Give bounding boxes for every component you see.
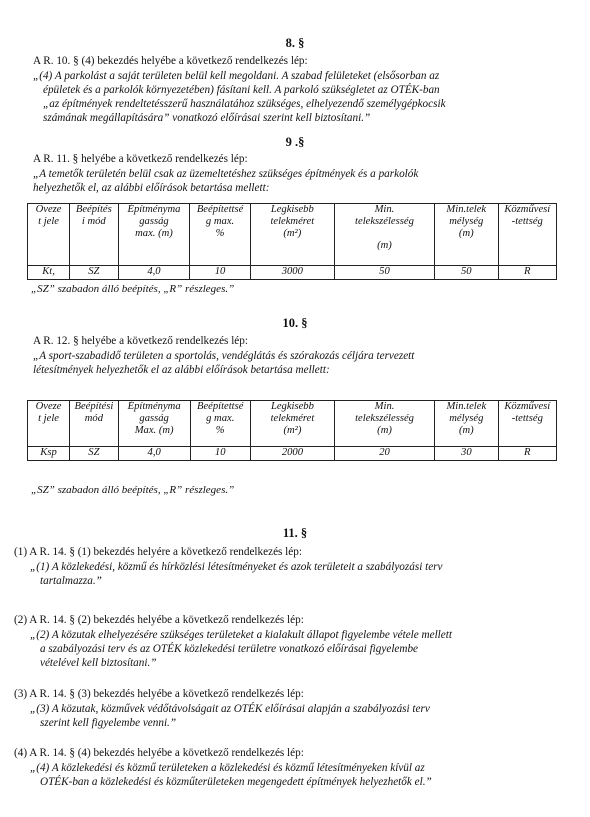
table-cell: R bbox=[498, 447, 556, 461]
quote-line: helyezhetők el, az alábbi előírások betartása mellett: bbox=[33, 182, 270, 194]
table-cell: 50 bbox=[435, 266, 499, 280]
section-9-quote bbox=[33, 167, 553, 195]
quote-line: tartalmazza.” bbox=[40, 575, 102, 587]
table-row bbox=[28, 266, 557, 280]
table-row bbox=[28, 447, 557, 461]
section-9-note: „SZ” szabadon álló beépítés, „R” részleges.” bbox=[31, 283, 235, 295]
table-cell: 4,0 bbox=[118, 266, 190, 280]
col-header: Beépítettsé g max. % bbox=[190, 204, 250, 266]
quote-line: „A temetők területén belül csak az üzemeltetéshez szükséges építmények és a parkolók bbox=[33, 168, 419, 180]
section-8-intro: A R. 10. § (4) bekezdés helyébe a következő rendelkezés lép: bbox=[33, 55, 308, 67]
table-cell: SZ bbox=[70, 447, 119, 461]
quote-line: „(3) A közutak, közművek védőtávolságait az OTÉK előírásai alapján a szabályozási terv bbox=[30, 703, 430, 715]
section-11-item-4-intro: (4) A R. 14. § (4) bekezdés helyébe a következő rendelkezés lép: bbox=[14, 747, 304, 759]
section-11-item-3-quote bbox=[30, 702, 545, 730]
table-cell: 10 bbox=[190, 266, 250, 280]
col-header: Öveze t jele bbox=[28, 204, 70, 266]
section-9-intro: A R. 11. § helyébe a következő rendelkezés lép: bbox=[33, 153, 248, 165]
table-cell: 20 bbox=[335, 447, 435, 461]
col-header: Min. telekszélesség (m) bbox=[334, 204, 434, 266]
table-cell: SZ bbox=[70, 266, 118, 280]
section-10-intro: A R. 12. § helyébe a következő rendelkezés lép: bbox=[33, 335, 248, 347]
quote-line: „(1) A közlekedési, közmű és hírközlési létesítményeket és azok területeit a szabályozási terv bbox=[30, 561, 443, 573]
table-cell: 3000 bbox=[250, 266, 334, 280]
quote-line: „(4) A parkolást a saját területen belül kell megoldani. A szabad felületeket (elsősorban az bbox=[33, 70, 440, 82]
col-header: Közművesí -tettség bbox=[498, 401, 556, 447]
table-cell: 2000 bbox=[250, 447, 334, 461]
section-11-item-2-intro: (2) A R. 14. § (2) bekezdés helyébe a következő rendelkezés lép: bbox=[14, 614, 304, 626]
section-9-table bbox=[27, 203, 557, 280]
section-9-title: 9 .§ bbox=[285, 135, 305, 149]
table-cell: 10 bbox=[190, 447, 250, 461]
quote-line: létesítmények helyezhetők el az alábbi előírások betartása mellett: bbox=[33, 364, 330, 376]
quote-line: „az építmények rendeltetésszerű használatához szükséges, elhelyezendő személygépkocsik bbox=[43, 98, 446, 110]
col-header: Beépítési mód bbox=[70, 401, 119, 447]
section-10-title: 10. § bbox=[282, 316, 308, 330]
quote-line: OTÉK-ban a közlekedési és közműterületeken megengedett építmények helyezhetők el.” bbox=[40, 776, 432, 788]
table-cell: Ksp bbox=[28, 447, 70, 461]
section-11-title: 11. § bbox=[282, 526, 308, 540]
table-cell: 50 bbox=[334, 266, 434, 280]
col-header: Építményma gasság Max. (m) bbox=[118, 401, 190, 447]
quote-line: „(4) A közlekedési és közmű területeken a közlekedési és közmű létesítményeken kívül az bbox=[30, 762, 425, 774]
section-10-table bbox=[27, 400, 557, 461]
section-11-item-3-intro: (3) A R. 14. § (3) bekezdés helyébe a következő rendelkezés lép: bbox=[14, 688, 304, 700]
quote-line: a szabályozási terv és az OTÉK közlekedési területre vonatkozó előírásai figyelembe bbox=[40, 643, 419, 655]
quote-line: épületek és a parkolók környezetében) fásítani kell. A parkoló szükségletet az OTÉK-ban bbox=[43, 84, 440, 96]
section-10-quote bbox=[33, 349, 553, 377]
section-10-note: „SZ” szabadon álló beépítés, „R” részleges.” bbox=[31, 484, 235, 496]
col-header: Min.telek mélység (m) bbox=[435, 204, 499, 266]
table-cell: Kt, bbox=[28, 266, 70, 280]
col-header: Közművesí -tettség bbox=[498, 204, 556, 266]
col-header: Beépítés i mód bbox=[70, 204, 118, 266]
col-header: Öveze t jele bbox=[28, 401, 70, 447]
table-cell: R bbox=[498, 266, 556, 280]
col-header: Legkisebb telekméret (m²) bbox=[250, 401, 334, 447]
section-8-quote bbox=[33, 69, 553, 125]
section-11-item-4-quote bbox=[30, 761, 545, 789]
col-header: Legkisebb telekméret (m²) bbox=[250, 204, 334, 266]
quote-line: „A sport-szabadidő területen a sportolás, vendéglátás és szórakozás céljára tervezett bbox=[33, 350, 415, 362]
quote-line: számának megállapítására” vonatkozó előírásai szerint kell biztosítani.” bbox=[43, 112, 371, 124]
col-header: Min. telekszélesség (m) bbox=[335, 401, 435, 447]
table-cell: 30 bbox=[435, 447, 498, 461]
col-header: Min.telek mélység (m) bbox=[435, 401, 498, 447]
quote-line: „(2) A közutak elhelyezésére szükséges területeket a kialakult állapot figyelembe vétele mellett bbox=[30, 629, 452, 641]
table-cell: 4,0 bbox=[118, 447, 190, 461]
section-8-title: 8. § bbox=[285, 36, 305, 50]
section-11-item-1-intro: (1) A R. 14. § (1) bekezdés helyére a következő rendelkezés lép: bbox=[14, 546, 302, 558]
col-header: Beépítettsé g max. % bbox=[190, 401, 250, 447]
col-header: Építményma gasság max. (m) bbox=[118, 204, 190, 266]
quote-line: vételével kell biztosítani.” bbox=[40, 657, 157, 669]
section-11-item-2-quote bbox=[30, 628, 545, 670]
quote-line: szerint kell figyelembe venni.” bbox=[40, 717, 177, 729]
section-11-item-1-quote bbox=[30, 560, 545, 588]
